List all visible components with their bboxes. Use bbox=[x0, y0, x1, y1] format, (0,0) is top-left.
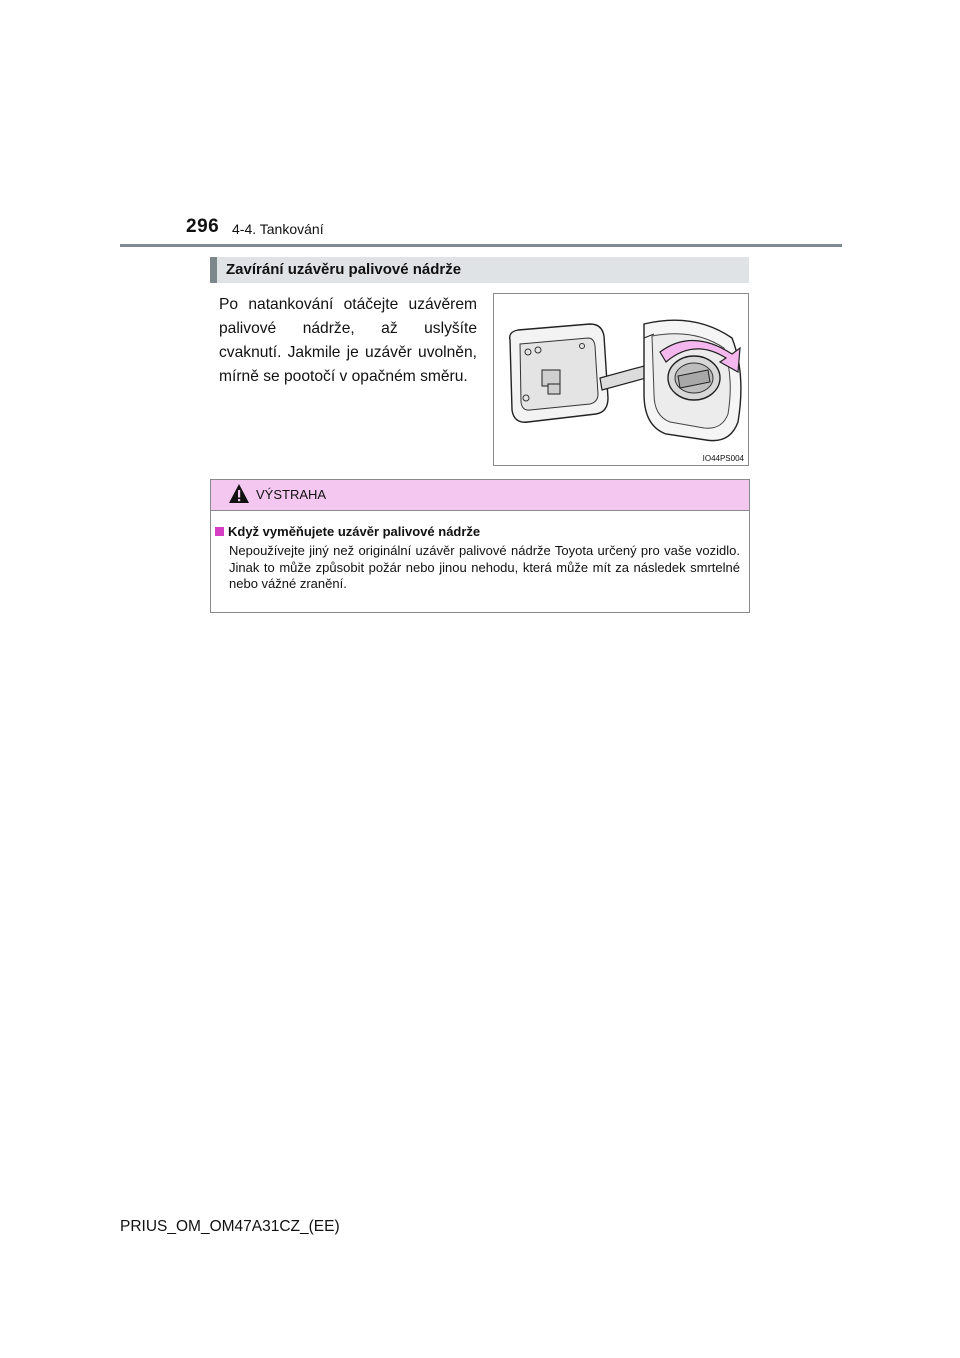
warning-text: Nepoužívejte jiný než originální uzávěr palivové nádrže Toyota určený pro vaše vozidlo. Jinak to může způsobit požár nebo jinou nehodu, která může mít za následek smrtelné nebo vážné zranění. bbox=[229, 543, 740, 591]
section-header bbox=[210, 257, 749, 283]
page-number: 296 bbox=[186, 216, 220, 237]
bullet-square-icon bbox=[215, 527, 224, 536]
warning-box bbox=[210, 479, 750, 613]
warning-label: VÝSTRAHA bbox=[256, 487, 327, 502]
fuel-door-drawing bbox=[494, 294, 748, 465]
warning-heading bbox=[215, 524, 480, 539]
section-title: Zavírání uzávěru palivové nádrže bbox=[226, 261, 462, 278]
figure-code: IO44PS004 bbox=[702, 454, 744, 463]
section-header-bar bbox=[210, 257, 217, 283]
header-rule bbox=[120, 244, 842, 247]
chapter-title: 4-4. Tankování bbox=[232, 221, 324, 237]
section-body-text: Po natankování otáčejte uzávěrem palivové nádrže, až uslyšíte cvaknutí. Jakmile je uzávěr uvolněn, mírně se pootočí v opačném směru. bbox=[219, 296, 477, 385]
footer-code: PRIUS_OM_OM47A31CZ_(EE) bbox=[120, 1218, 340, 1235]
warning-triangle-icon bbox=[228, 483, 250, 505]
warning-heading-text: Když vyměňujete uzávěr palivové nádrže bbox=[228, 524, 481, 539]
fuel-cap-illustration bbox=[493, 293, 749, 466]
warning-header bbox=[211, 480, 749, 511]
